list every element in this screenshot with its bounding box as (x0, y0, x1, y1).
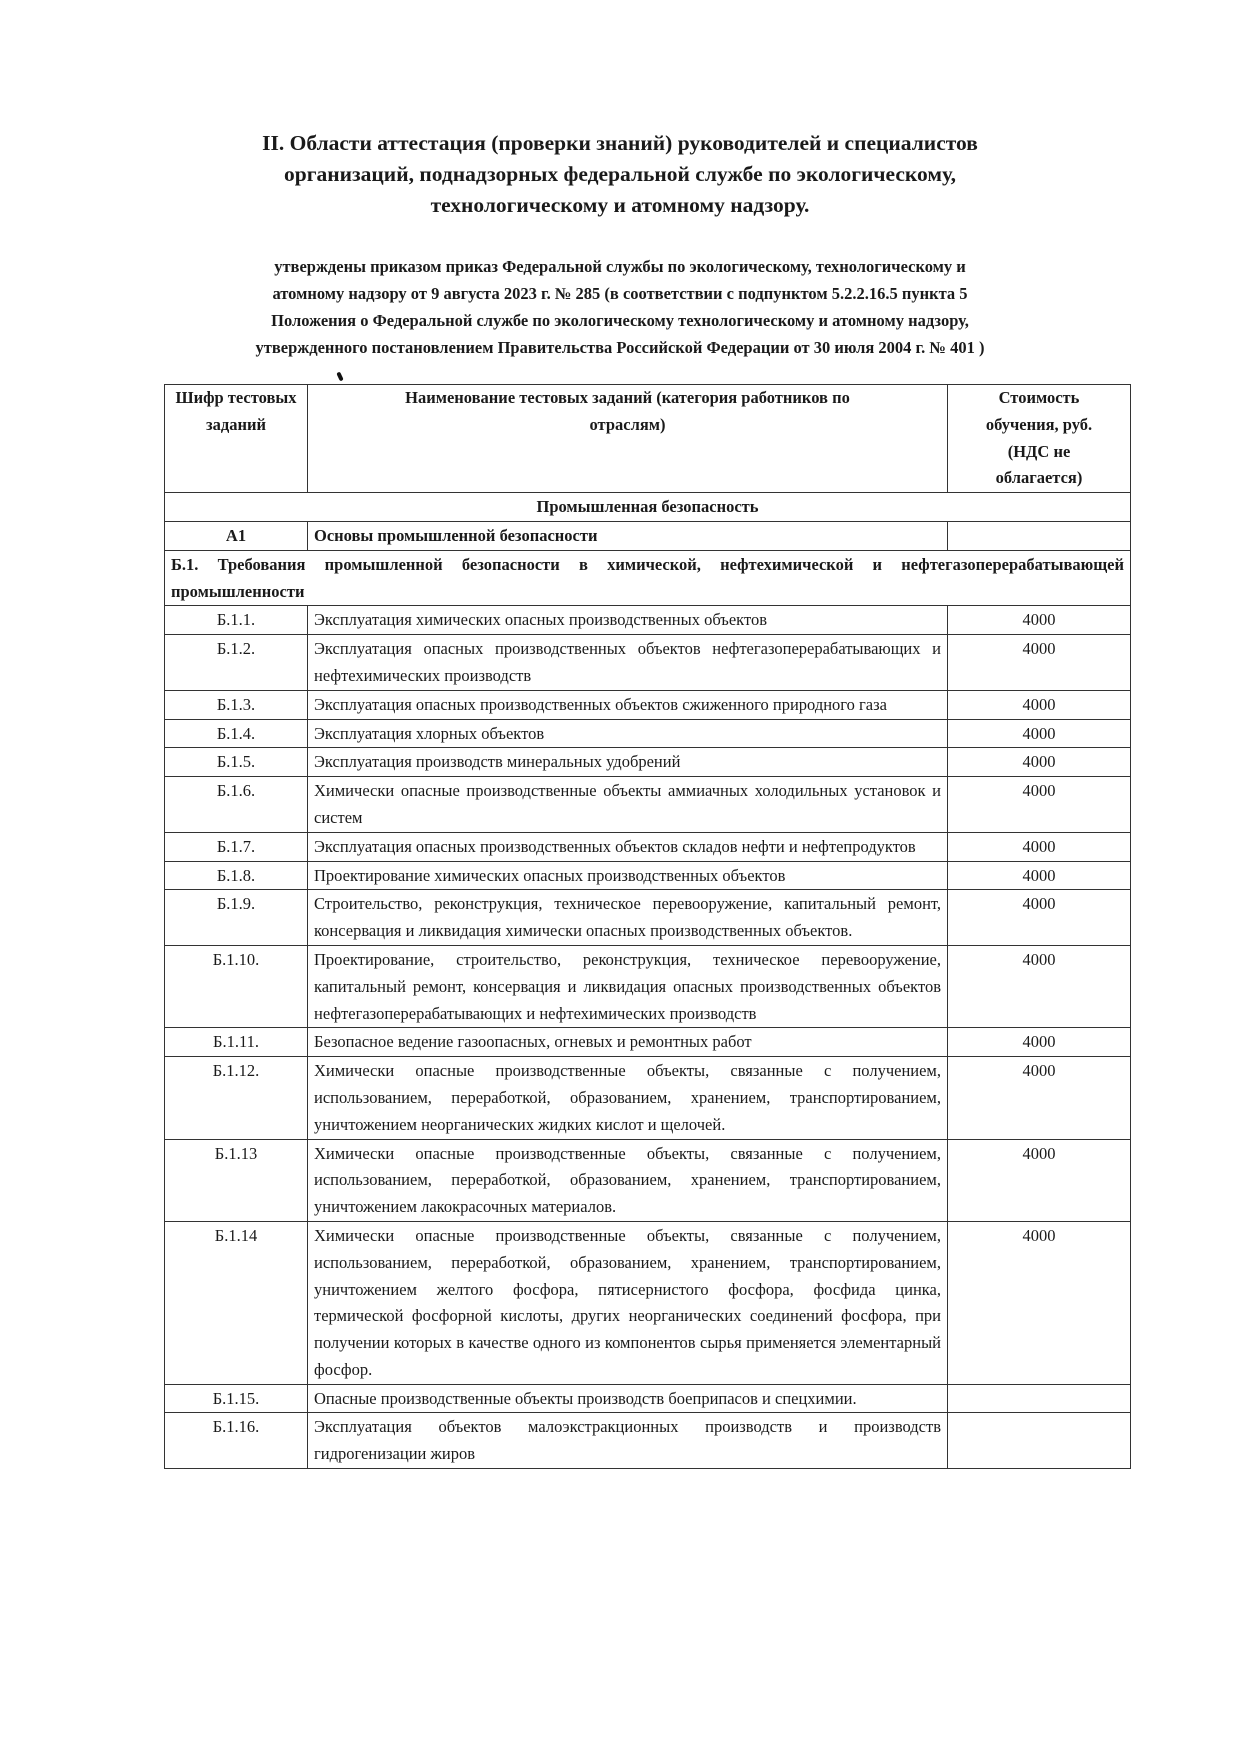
table-row (165, 1057, 1131, 1139)
table-row (165, 690, 1131, 719)
table-row (165, 719, 1131, 748)
row-cost: 4000 (948, 719, 1131, 748)
row-cost: 4000 (948, 635, 1131, 691)
group-row (165, 550, 1131, 606)
table-row (165, 606, 1131, 635)
section-title: Промышленная безопасность (165, 493, 1131, 522)
row-code: Б.1.16. (165, 1413, 308, 1469)
table-row (165, 890, 1131, 946)
row-name: Эксплуатация объектов малоэкстракционных производств и производств гидрогенизации жиров (308, 1413, 948, 1469)
approval-line-4: утвержденного постановлением Правительства Российской Федерации от 30 июля 2004 г. № 401 ) (255, 338, 985, 357)
row-cost: 4000 (948, 890, 1131, 946)
row-code: Б.1.4. (165, 719, 308, 748)
row-cost: 4000 (948, 1139, 1131, 1221)
table-row (165, 1221, 1131, 1384)
a1-code: А1 (165, 521, 308, 550)
row-code: Б.1.10. (165, 945, 308, 1027)
approval-line-1: утверждены приказом приказ Федеральной службы по экологическому, технологическому и (274, 257, 966, 276)
row-name: Проектирование, строительство, реконструкция, техническое перевооружение, капитальный ремонт, консервация и ликвидация опасных производственных объектов нефтегазоперерабатывающих и нефтехимических производств (308, 945, 948, 1027)
row-cost: 4000 (948, 690, 1131, 719)
title-line-2: организаций, поднадзорных федеральной службе по экологическому, (284, 162, 956, 186)
table-row (165, 1413, 1131, 1469)
row-name: Эксплуатация опасных производственных объектов нефтегазоперерабатывающих и нефтехимических производств (308, 635, 948, 691)
tests-table (164, 384, 1131, 1469)
row-cost (948, 1413, 1131, 1469)
row-name: Эксплуатация химических опасных производственных объектов (308, 606, 948, 635)
row-name: Химически опасные производственные объекты аммиачных холодильных установок и систем (308, 777, 948, 833)
row-code: Б.1.2. (165, 635, 308, 691)
header-code: Шифр тестовых заданий (165, 385, 308, 493)
group-title: Б.1. Требования промышленной безопасности в химической, нефтехимической и нефтегазоперерабатывающей промышленности (165, 550, 1131, 606)
document-title (150, 128, 1090, 221)
row-name: Эксплуатация производств минеральных удобрений (308, 748, 948, 777)
row-code: Б.1.5. (165, 748, 308, 777)
row-code: Б.1.9. (165, 890, 308, 946)
row-cost: 4000 (948, 1057, 1131, 1139)
row-code: Б.1.3. (165, 690, 308, 719)
row-cost (948, 1384, 1131, 1413)
row-name: Эксплуатация опасных производственных объектов складов нефти и нефтепродуктов (308, 832, 948, 861)
row-code: Б.1.8. (165, 861, 308, 890)
row-name: Химически опасные производственные объекты, связанные с получением, использованием, переработкой, образованием, хранением, транспортированием, уничтожением лакокрасочных материалов. (308, 1139, 948, 1221)
section-row (165, 493, 1131, 522)
row-code: Б.1.13 (165, 1139, 308, 1221)
row-cost: 4000 (948, 945, 1131, 1027)
row-name: Опасные производственные объекты производств боеприпасов и спецхимии. (308, 1384, 948, 1413)
row-cost: 4000 (948, 1221, 1131, 1384)
row-name: Строительство, реконструкция, техническое перевооружение, капитальный ремонт, консервация и ликвидация химически опасных производственных объектов. (308, 890, 948, 946)
row-code: Б.1.14 (165, 1221, 308, 1384)
row-cost: 4000 (948, 861, 1131, 890)
a1-cost (948, 521, 1131, 550)
row-code: Б.1.11. (165, 1028, 308, 1057)
table-row (165, 777, 1131, 833)
row-cost: 4000 (948, 748, 1131, 777)
row-name: Безопасное ведение газоопасных, огневых и ремонтных работ (308, 1028, 948, 1057)
row-cost: 4000 (948, 1028, 1131, 1057)
a1-row (165, 521, 1131, 550)
row-code: Б.1.12. (165, 1057, 308, 1139)
header-cost: Стоимость обучения, руб. (НДС не облагается) (948, 385, 1131, 493)
row-name: Эксплуатация хлорных объектов (308, 719, 948, 748)
row-cost: 4000 (948, 832, 1131, 861)
row-name: Химически опасные производственные объекты, связанные с получением, использованием, переработкой, образованием, хранением, транспортированием, уничтожением неорганических жидких кислот и щелочей. (308, 1057, 948, 1139)
row-code: Б.1.1. (165, 606, 308, 635)
table-row (165, 1028, 1131, 1057)
row-cost: 4000 (948, 606, 1131, 635)
row-cost: 4000 (948, 777, 1131, 833)
table-row (165, 861, 1131, 890)
title-line-3: технологическому и атомному надзору. (430, 193, 810, 217)
approval-line-2: атомному надзору от 9 августа 2023 г. № 285 (в соответствии с подпунктом 5.2.2.16.5 пункта 5 (272, 284, 968, 303)
approval-note (150, 253, 1090, 361)
row-code: Б.1.15. (165, 1384, 308, 1413)
a1-name: Основы промышленной безопасности (308, 521, 948, 550)
row-code: Б.1.7. (165, 832, 308, 861)
table-row (165, 1139, 1131, 1221)
table-row (165, 832, 1131, 861)
header-name: Наименование тестовых заданий (категория работников по отраслям) (308, 385, 948, 493)
approval-line-3: Положения о Федеральной службе по экологическому технологическому и атомному надзору, (271, 311, 969, 330)
row-name: Проектирование химических опасных производственных объектов (308, 861, 948, 890)
row-code: Б.1.6. (165, 777, 308, 833)
ink-mark (336, 372, 343, 382)
table-row (165, 748, 1131, 777)
table-header-row (165, 385, 1131, 493)
row-name: Эксплуатация опасных производственных объектов сжиженного природного газа (308, 690, 948, 719)
table-row (165, 1384, 1131, 1413)
table-row (165, 635, 1131, 691)
title-line-1: II. Области аттестация (проверки знаний) руководителей и специалистов (262, 131, 978, 155)
row-name: Химически опасные производственные объекты, связанные с получением, использованием, переработкой, образованием, хранением, транспортированием, уничтожением желтого фосфора, пятисернистого фосфора, фосфида цинка, термической фосфорной кислоты, других неорганических соединений фосфора, при получении которых в качестве одного из компонентов сырья применяется элементарный фосфор. (308, 1221, 948, 1384)
table-row (165, 945, 1131, 1027)
